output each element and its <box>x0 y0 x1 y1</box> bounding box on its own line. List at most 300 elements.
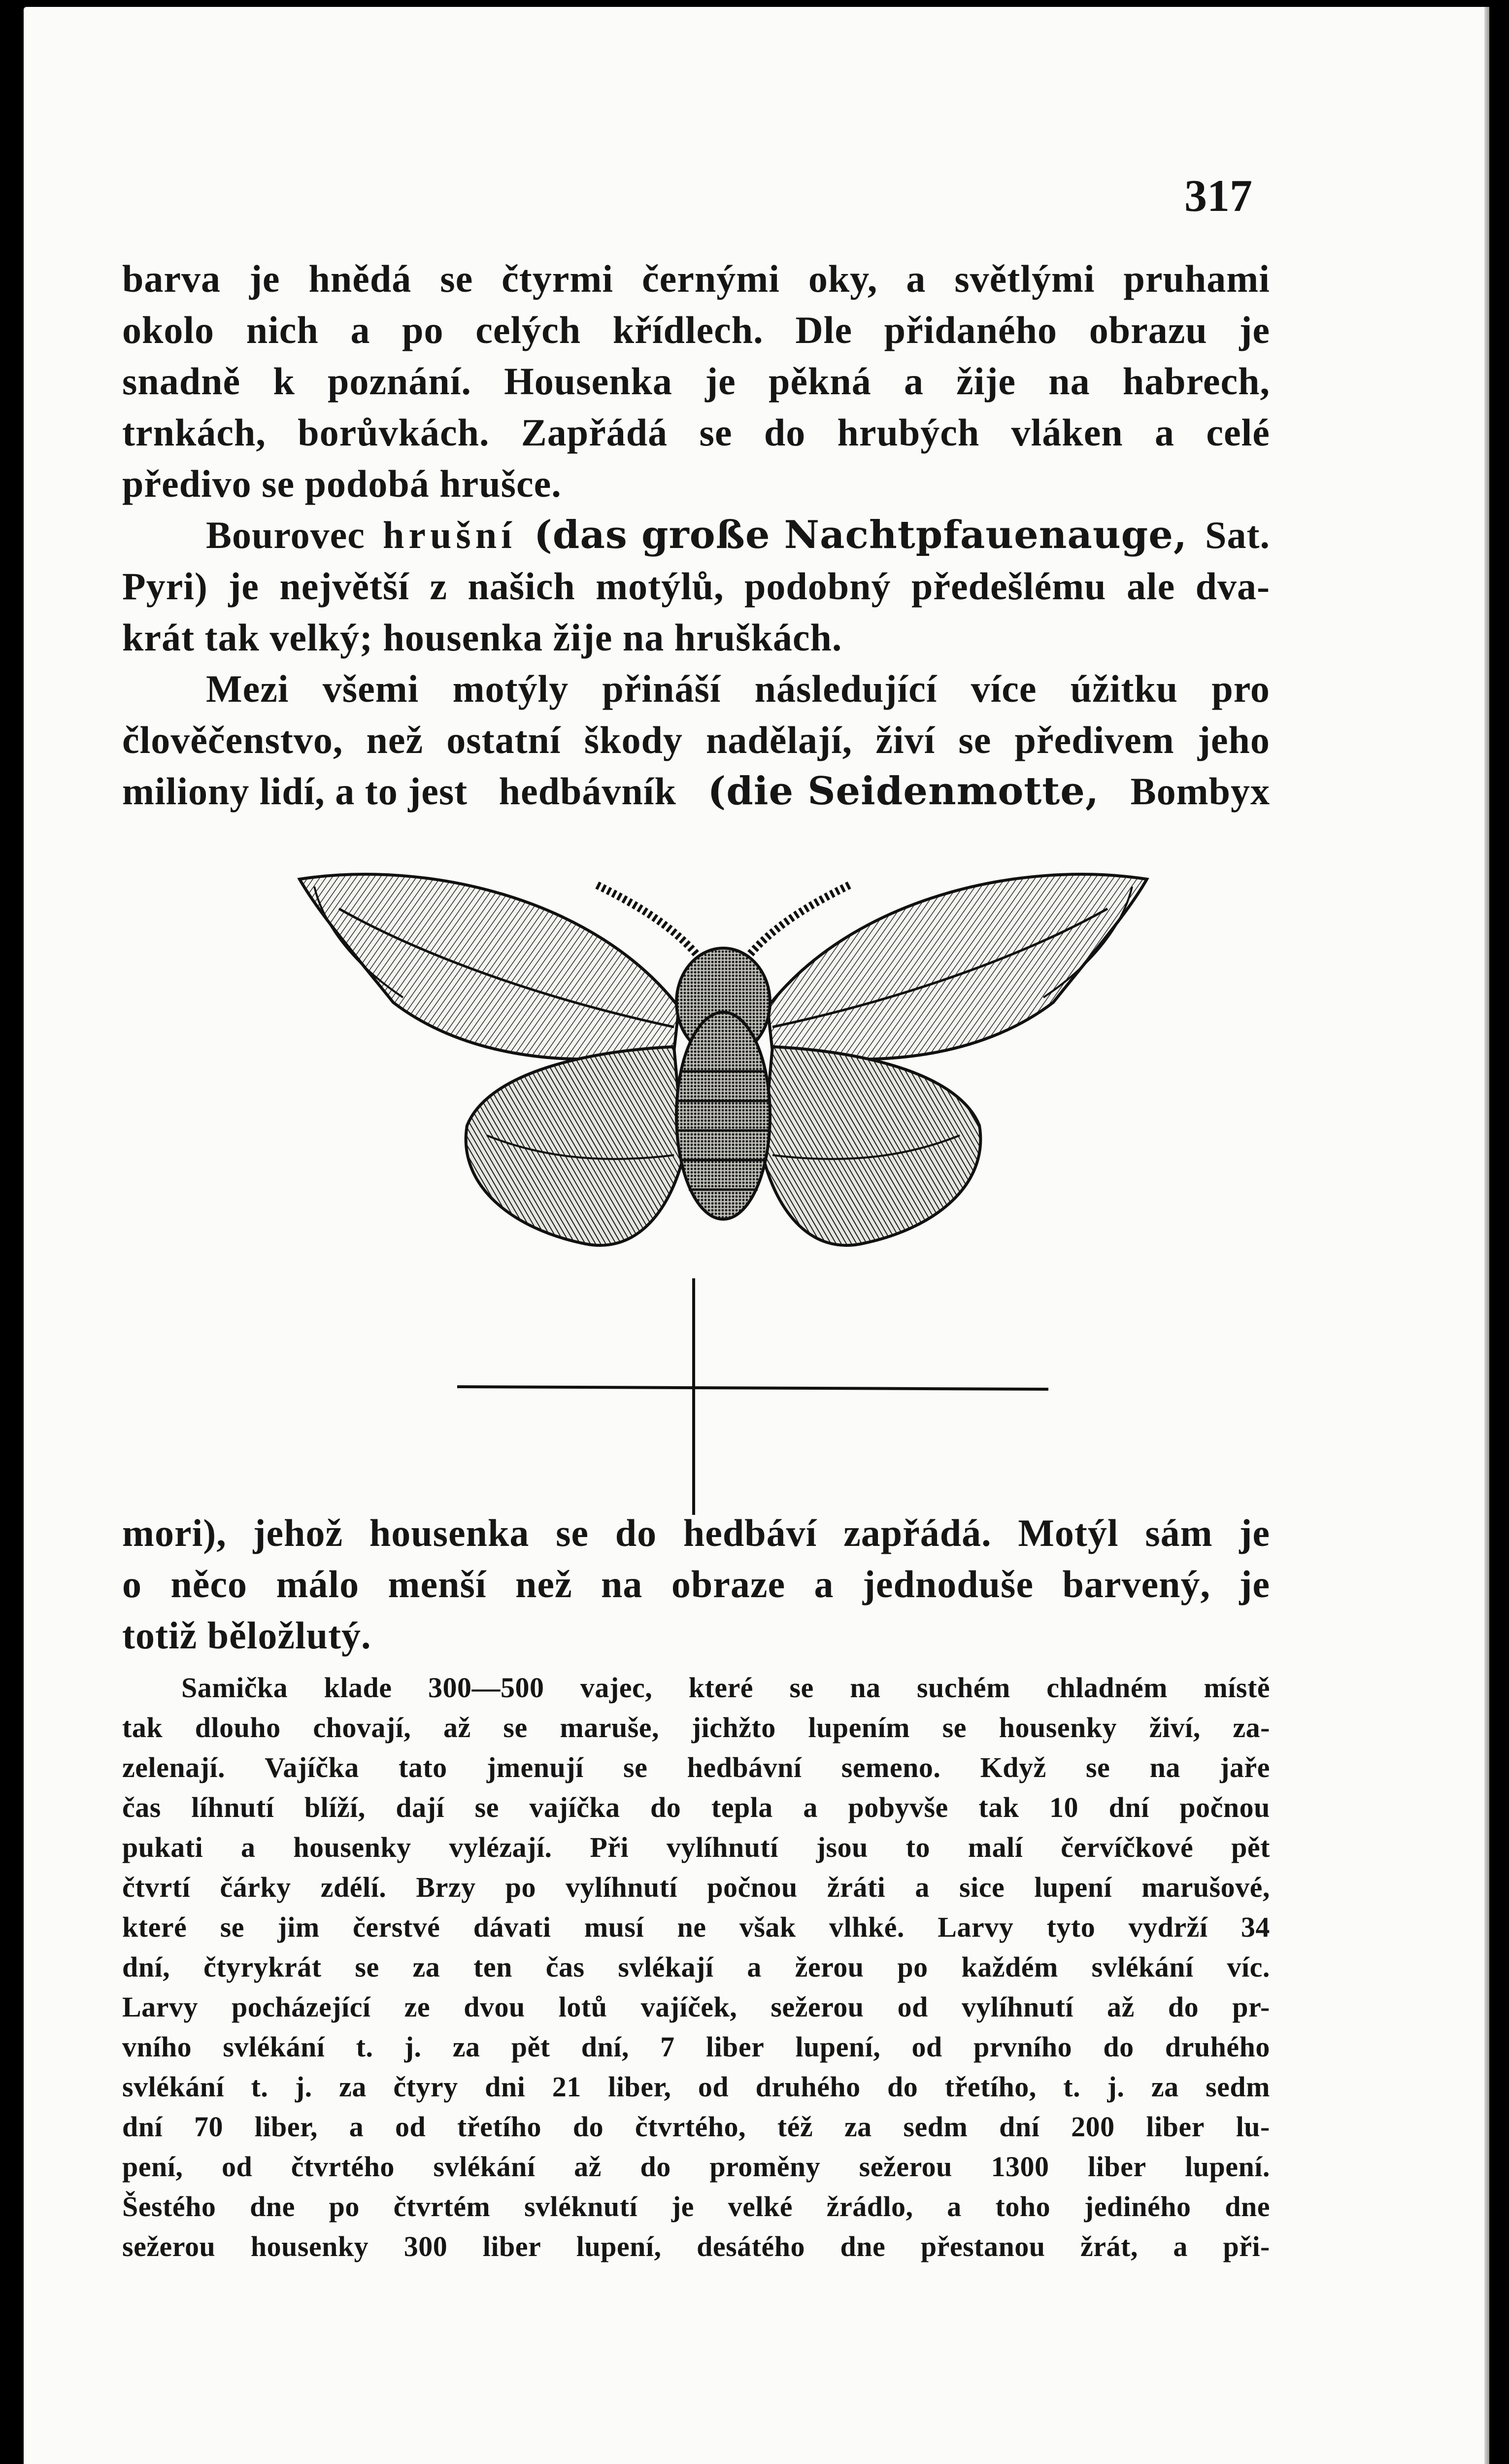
word: vláken <box>1011 411 1123 454</box>
word: které <box>122 1911 187 1943</box>
word: čas <box>122 1791 161 1823</box>
word: svlékají <box>618 1951 714 1983</box>
word: liber <box>482 2230 541 2262</box>
word: Vajíčka <box>265 1751 359 1783</box>
word: našich <box>468 565 575 608</box>
word: z <box>430 565 447 608</box>
word: menší <box>388 1563 487 1606</box>
word: Mezi <box>206 667 289 710</box>
word: vajíčka <box>529 1791 620 1823</box>
word: dají <box>396 1791 445 1823</box>
word: k <box>273 360 295 403</box>
word: víc. <box>1227 1951 1270 1983</box>
word: housenky <box>999 1711 1117 1744</box>
word: malí <box>968 1831 1023 1863</box>
word: po <box>897 1951 928 1983</box>
p1-line-2 <box>122 305 1270 356</box>
word: dní <box>999 2111 1040 2143</box>
word: až <box>574 2151 602 2183</box>
word: do <box>887 2071 918 2103</box>
word: dlouho <box>195 1711 281 1744</box>
word: žerou <box>795 1951 864 1983</box>
word: svlékání <box>122 2071 225 2103</box>
word: a <box>904 360 924 403</box>
word: lupení. <box>1185 2151 1270 2183</box>
scanned-page <box>24 7 1489 2464</box>
word: škody <box>584 719 683 761</box>
word: ale <box>1126 565 1175 608</box>
word: čerstvé <box>353 1911 440 1943</box>
p1-line-5 <box>122 458 1270 510</box>
word: vlhké. <box>829 1911 905 1943</box>
word: jsou <box>816 1831 868 1863</box>
word: sedm <box>1206 2071 1270 2103</box>
word: Když <box>980 1751 1046 1783</box>
word: se <box>556 1511 589 1554</box>
word: druhého <box>755 2071 861 2103</box>
word: do <box>572 2111 604 2143</box>
word: po <box>402 308 444 351</box>
word: vajíček, <box>640 1991 738 2023</box>
latin-name: Sat. <box>1205 513 1270 556</box>
word: při- <box>1223 2230 1270 2262</box>
word: všemi <box>322 667 419 710</box>
word: se <box>474 1791 499 1823</box>
word: oky, <box>808 257 878 300</box>
word: počnou <box>707 1871 798 1903</box>
word: dne <box>250 2190 295 2223</box>
word: snadně <box>122 360 241 403</box>
word: 300 <box>403 2230 448 2262</box>
p3-line-3 <box>122 766 1270 817</box>
word: ne <box>677 1911 706 1943</box>
german-name: (das große Nachtpfauenauge, <box>534 513 1187 557</box>
p5-line-11 <box>122 2067 1270 2107</box>
p5-line-7 <box>122 1907 1270 1947</box>
word: tyto <box>1046 1911 1096 1943</box>
word: obrazu <box>1089 308 1207 351</box>
p3-line-2 <box>122 715 1270 766</box>
p5-line-14 <box>122 2187 1270 2226</box>
word: přináší <box>602 667 721 710</box>
word: motýlů, <box>596 565 724 608</box>
word: blíží, <box>304 1791 366 1823</box>
word: Housenka <box>504 360 672 403</box>
p2-line-3: krát tak velký; housenka žije na hruškách. <box>122 616 842 659</box>
word: ze <box>404 1991 431 2023</box>
word: živí <box>875 719 936 761</box>
word: dávati <box>473 1911 551 1943</box>
word: úžitku <box>1070 667 1178 710</box>
word: housenka <box>369 1511 530 1554</box>
word: se <box>440 257 473 300</box>
word: než <box>515 1563 572 1606</box>
word: se <box>942 1711 967 1744</box>
species-epithet-hrusni: hrušní <box>382 513 516 556</box>
word: počnou <box>1179 1791 1270 1823</box>
word: dní, <box>122 1951 170 1983</box>
word: pukati <box>122 1831 203 1863</box>
word: místě <box>1204 1672 1270 1704</box>
word: čtyry <box>393 2071 458 2103</box>
word: člověčenstvo, <box>122 719 343 761</box>
word: t. <box>356 2031 373 2063</box>
word: sežerou <box>122 2230 216 2262</box>
p5-line-9 <box>122 1987 1270 2027</box>
word: je <box>249 257 280 300</box>
word: a <box>1173 2230 1188 2262</box>
word: sedm <box>903 2111 968 2143</box>
p1-line-1 <box>122 253 1270 305</box>
word: dvou <box>464 1991 525 2023</box>
word: Pyri) <box>122 565 208 608</box>
word: předivo se podobá hrušce. <box>122 462 562 505</box>
p2-line-2 <box>122 561 1270 612</box>
page-number: 317 <box>1184 171 1252 221</box>
word: od <box>221 2151 253 2183</box>
word: ostatní <box>446 719 561 761</box>
word: přidaného <box>884 308 1058 351</box>
word: t. <box>251 2071 268 2103</box>
word: svlékání <box>1091 1951 1194 1983</box>
word: proměny <box>709 2151 821 2183</box>
latin-term: Bombyx <box>1130 770 1270 813</box>
word: je <box>705 360 736 403</box>
word: čtyrmi <box>502 257 614 300</box>
word: sežerou <box>859 2151 952 2183</box>
word: t. <box>1063 2071 1081 2103</box>
word: čtvrtém <box>393 2190 491 2223</box>
word: nich <box>246 308 319 351</box>
word: pr- <box>1232 1991 1270 2023</box>
word: desátého <box>697 2230 805 2262</box>
word: na <box>850 1672 881 1704</box>
word: borůvkách. <box>298 411 490 454</box>
word: živí, <box>1149 1711 1201 1744</box>
word: za- <box>1233 1711 1270 1744</box>
word: lupením <box>808 1711 910 1744</box>
word: světlými <box>954 257 1095 300</box>
p4-line-3 <box>122 1610 1270 1661</box>
word: a <box>241 1831 256 1863</box>
word: jeho <box>1197 719 1270 761</box>
word: zelenají. <box>122 1751 226 1783</box>
word: totiž běložlutý. <box>122 1614 371 1657</box>
word: jednoduše <box>862 1563 1034 1606</box>
word: předivem <box>1014 719 1174 761</box>
p3-line-1 <box>122 663 1270 715</box>
word: obraze <box>671 1563 786 1606</box>
word: Zapřádá <box>521 411 668 454</box>
word: liber <box>1146 2111 1205 2143</box>
word: je <box>1239 308 1270 351</box>
word: až <box>1107 1991 1135 2023</box>
word: a <box>803 1791 818 1823</box>
p4-line-2 <box>122 1559 1270 1610</box>
word: sežerou <box>771 1991 864 2023</box>
word: sám <box>1145 1511 1213 1554</box>
word: čtvrtého <box>291 2151 395 2183</box>
word: pro <box>1211 667 1270 710</box>
p1-line-4 <box>122 407 1270 458</box>
word: dní, <box>581 2031 629 2063</box>
word: dní <box>1108 1791 1149 1823</box>
word: pocházející <box>232 1991 371 2023</box>
word: dní <box>122 2111 163 2143</box>
word: nadělají, <box>705 719 853 761</box>
p5-line-2 <box>122 1708 1270 1747</box>
word: Motýl <box>1018 1511 1119 1554</box>
word: žije <box>956 360 1016 403</box>
word: toho <box>995 2190 1051 2223</box>
word: 200 <box>1071 2111 1115 2143</box>
word: a <box>947 2190 962 2223</box>
word: chladném <box>1046 1672 1168 1704</box>
word: každém <box>961 1951 1058 1983</box>
p2-line-1 <box>122 510 1270 561</box>
upper-text-block <box>122 253 1270 817</box>
word: svlékání <box>433 2151 536 2183</box>
word: o <box>122 1563 142 1606</box>
word: vylézají. <box>449 1831 552 1863</box>
word: dva- <box>1195 565 1270 608</box>
word: dni <box>485 2071 526 2103</box>
p3-line-3-text: miliony lidí, a to jest <box>122 770 468 813</box>
word: do <box>1103 2031 1134 2063</box>
word: za <box>844 2111 872 2143</box>
moth-illustration <box>280 840 1167 1520</box>
page-edge-shadow <box>1484 7 1489 2464</box>
word: zapřádá. <box>843 1511 992 1554</box>
p5-line-5 <box>122 1827 1270 1867</box>
word: jmenují <box>486 1751 584 1783</box>
word: semeno. <box>841 1751 941 1783</box>
word: do <box>764 411 806 454</box>
word: třetího <box>457 2111 542 2143</box>
word: líhnutí <box>191 1791 274 1823</box>
p5-line-4 <box>122 1787 1270 1827</box>
word: chovají, <box>313 1711 411 1744</box>
word: lupení, <box>795 2031 881 2063</box>
word: jaře <box>1220 1751 1270 1783</box>
word: vylíhnutí <box>962 1991 1073 2023</box>
word: barva <box>122 257 221 300</box>
word: se <box>1085 1751 1110 1783</box>
word: 70 <box>194 2111 223 2143</box>
word: od <box>911 2031 942 2063</box>
word: hrubých <box>837 411 980 454</box>
word: Larvy <box>122 1991 198 2023</box>
word: housenky <box>250 2230 369 2262</box>
word: třetího, <box>944 2071 1037 2103</box>
word: než <box>366 719 424 761</box>
word: dne <box>1225 2190 1270 2223</box>
word: pruhami <box>1123 257 1270 300</box>
word: prvního <box>973 2031 1073 2063</box>
word: to <box>905 1831 930 1863</box>
word: pěkná <box>768 360 872 403</box>
word: Larvy <box>938 1911 1014 1943</box>
word: suchém <box>916 1672 1010 1704</box>
word: je <box>1239 1511 1270 1554</box>
word: tak <box>122 1711 163 1744</box>
word: a <box>1155 411 1175 454</box>
word: čtvrtí <box>122 1871 191 1903</box>
word: čas <box>545 1951 585 1983</box>
word: přestanou <box>920 2230 1045 2262</box>
p5-line-10 <box>122 2027 1270 2067</box>
word: žrádlo, <box>826 2190 913 2223</box>
word: velké <box>728 2190 793 2223</box>
word: klade <box>324 1672 392 1704</box>
p5-line-1 <box>122 1668 1270 1708</box>
small-print-paragraph <box>122 1668 1270 2266</box>
term-hedbavnik: hedbávník <box>499 770 676 813</box>
word: sice <box>959 1871 1005 1903</box>
word: celé <box>1206 411 1270 454</box>
p4-line-1 <box>122 1507 1270 1559</box>
word: červíčkové <box>1061 1831 1194 1863</box>
word: a <box>814 1563 834 1606</box>
word: barvený, <box>1062 1563 1210 1606</box>
species-name-bourovec: Bourovec <box>206 513 365 556</box>
word: které <box>688 1672 753 1704</box>
word: pobyvše <box>848 1791 948 1823</box>
word: do <box>1168 1991 1199 2023</box>
word: na <box>1149 1751 1180 1783</box>
word: pět <box>1231 1831 1270 1863</box>
word: ten <box>473 1951 512 1983</box>
word: vajec, <box>580 1672 653 1704</box>
word: lu- <box>1236 2111 1270 2143</box>
word: vylíhnutí <box>566 1871 678 1903</box>
word: za <box>1151 2071 1179 2103</box>
word: Brzy <box>416 1871 476 1903</box>
word: tato <box>399 1751 447 1783</box>
word: též <box>777 2111 813 2143</box>
word: žrát, <box>1080 2230 1138 2262</box>
word: marušové, <box>1141 1871 1270 1903</box>
word: do <box>615 1511 657 1554</box>
word: a <box>747 1951 762 1983</box>
word: křídlech. <box>612 308 764 351</box>
word: pení, <box>122 2151 183 2183</box>
word: se <box>958 719 992 761</box>
word: od <box>395 2111 426 2143</box>
word: Šestého <box>122 2190 216 2223</box>
word: okolo <box>122 308 215 351</box>
word: motýly <box>452 667 569 710</box>
word: černými <box>642 257 780 300</box>
word: čtvrtého, <box>635 2111 746 2143</box>
word: druhého <box>1165 2031 1270 2063</box>
word: liber, <box>608 2071 671 2103</box>
word: liber <box>1088 2151 1146 2183</box>
word: žráti <box>827 1871 886 1903</box>
word: za <box>412 1951 440 1983</box>
word: pět <box>511 2031 550 2063</box>
word: lupení <box>1034 1871 1112 1903</box>
word: tepla <box>711 1791 773 1823</box>
word: j. <box>295 2071 312 2103</box>
word: lotů <box>558 1991 607 2023</box>
word: dne <box>840 2230 886 2262</box>
word: 21 <box>552 2071 581 2103</box>
word: housenky <box>293 1831 411 1863</box>
p5-line-12 <box>122 2107 1270 2147</box>
word: poznání. <box>327 360 471 403</box>
word: však <box>739 1911 796 1943</box>
word: 1300 <box>991 2151 1049 2183</box>
word: více <box>971 667 1037 710</box>
german-term: (die Seidenmotte, <box>707 769 1100 814</box>
word: čtyrykrát <box>203 1951 322 1983</box>
word: Dle <box>795 308 852 351</box>
word: největší <box>279 565 409 608</box>
word: málo <box>276 1563 360 1606</box>
word: maruše, <box>560 1711 660 1744</box>
word: je <box>228 565 259 608</box>
word: předešlému <box>911 565 1107 608</box>
word: svlékání <box>223 2031 325 2063</box>
word: jehož <box>253 1511 343 1554</box>
word: je <box>1239 1563 1270 1606</box>
word: je <box>671 2190 694 2223</box>
p5-line-15 <box>122 2226 1270 2266</box>
word: hnědá <box>308 257 412 300</box>
word: j. <box>1107 2071 1125 2103</box>
word: do <box>640 2151 671 2183</box>
word: a <box>350 308 370 351</box>
word: za <box>452 2031 480 2063</box>
word: hedbáví <box>683 1511 817 1554</box>
p1-line-3 <box>122 356 1270 407</box>
word: a <box>906 257 926 300</box>
word: se <box>623 1751 648 1783</box>
word: se <box>789 1672 814 1704</box>
word: svléknutí <box>524 2190 638 2223</box>
word: trnkách, <box>122 411 266 454</box>
p5-line-8 <box>122 1947 1270 1987</box>
word: celých <box>475 308 581 351</box>
word: až <box>443 1711 471 1744</box>
word: za <box>339 2071 367 2103</box>
word: na <box>601 1563 643 1606</box>
word: se <box>699 411 733 454</box>
word: se <box>503 1711 528 1744</box>
word: následující <box>754 667 938 710</box>
word: vylíhnutí <box>666 1831 778 1863</box>
word: lupení, <box>576 2230 662 2262</box>
word: se <box>355 1951 379 1983</box>
word: čárky <box>220 1871 291 1903</box>
word: po <box>505 1871 536 1903</box>
word: vního <box>122 2031 192 2063</box>
word: mori), <box>122 1511 227 1554</box>
word: jim <box>277 1911 320 1943</box>
word: jediného <box>1084 2190 1191 2223</box>
word: liber, <box>254 2111 318 2143</box>
word: j. <box>404 2031 422 2063</box>
word: vydrží <box>1128 1911 1208 1943</box>
word: zdélí. <box>320 1871 387 1903</box>
word: Při <box>590 1831 629 1863</box>
word: a <box>349 2111 364 2143</box>
word: musí <box>584 1911 644 1943</box>
word: liber <box>705 2031 765 2063</box>
word: 7 <box>660 2031 675 2063</box>
word: 300—500 <box>428 1672 544 1704</box>
